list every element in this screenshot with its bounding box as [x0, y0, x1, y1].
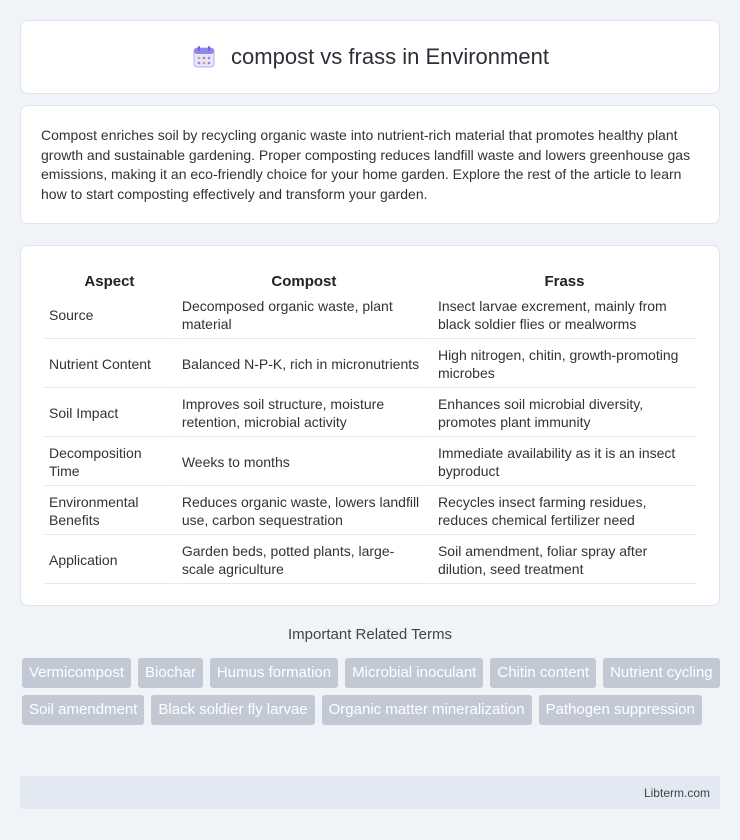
- tag-chitin-content[interactable]: Chitin content: [490, 658, 596, 688]
- compost-cell: Weeks to months: [177, 439, 431, 486]
- tag-vermicompost[interactable]: Vermicompost: [22, 658, 131, 688]
- compost-cell: Decomposed organic waste, plant material: [177, 292, 431, 339]
- related-terms-list: [22, 658, 722, 725]
- header-card: [20, 20, 720, 94]
- frass-cell: Enhances soil microbial diversity, promotes plant immunity: [433, 390, 696, 437]
- table-row: [44, 341, 696, 388]
- compost-cell: Balanced N-P-K, rich in micronutrients: [177, 341, 431, 388]
- calendar-icon: [191, 44, 217, 70]
- aspect-cell: Source: [44, 292, 175, 339]
- tag-organic-matter-mineralization[interactable]: Organic matter mineralization: [322, 695, 532, 725]
- tag-microbial-inoculant[interactable]: Microbial inoculant: [345, 658, 483, 688]
- frass-cell: High nitrogen, chitin, growth-promoting microbes: [433, 341, 696, 388]
- aspect-cell: Nutrient Content: [44, 341, 175, 388]
- compost-cell: Reduces organic waste, lowers landfill use, carbon sequestration: [177, 488, 431, 535]
- tag-biochar[interactable]: Biochar: [138, 658, 203, 688]
- table-row: [44, 390, 696, 437]
- footer: [20, 776, 720, 809]
- header-compost: Compost: [271, 273, 337, 290]
- frass-cell: Immediate availability as it is an insect byproduct: [433, 439, 696, 486]
- tag-pathogen-suppression[interactable]: Pathogen suppression: [539, 695, 702, 725]
- table-row: [44, 292, 696, 339]
- aspect-cell: Decomposition Time: [44, 439, 175, 486]
- intro-card: [20, 105, 720, 224]
- frass-cell: Recycles insect farming residues, reduces chemical fertilizer need: [433, 488, 696, 535]
- table-row: [44, 488, 696, 535]
- page-title: compost vs frass in Environment: [231, 44, 549, 69]
- frass-cell: Insect larvae excrement, mainly from black soldier flies or mealworms: [433, 292, 696, 339]
- tag-soil-amendment[interactable]: Soil amendment: [22, 695, 144, 725]
- table-header-row: [44, 268, 696, 290]
- comparison-table: [42, 266, 698, 586]
- aspect-cell: Environmental Benefits: [44, 488, 175, 535]
- table-row: [44, 537, 696, 584]
- footer-site-link[interactable]: Libterm.com: [643, 785, 710, 800]
- frass-cell: Soil amendment, foliar spray after dilution, seed treatment: [433, 537, 696, 584]
- header-inner: [191, 44, 549, 70]
- tag-black-soldier-fly-larvae[interactable]: Black soldier fly larvae: [151, 695, 314, 725]
- tag-humus-formation[interactable]: Humus formation: [210, 658, 338, 688]
- compost-cell: Improves soil structure, moisture retention, microbial activity: [177, 390, 431, 437]
- aspect-cell: Application: [44, 537, 175, 584]
- aspect-cell: Soil Impact: [44, 390, 175, 437]
- header-frass: Frass: [544, 273, 585, 290]
- intro-text: Compost enriches soil by recycling organic waste into nutrient-rich material that promotes healthy plant growth and sustainable gardening. Proper composting reduces landfill waste and lowers greenhouse gas emissions, making it an eco-friendly choice for your home garden. Explore the rest of the article to learn how to start composting effectively and transform your garden.: [41, 127, 691, 202]
- tag-nutrient-cycling[interactable]: Nutrient cycling: [603, 658, 720, 688]
- table-row: [44, 439, 696, 486]
- comparison-table-card: [20, 245, 720, 606]
- compost-cell: Garden beds, potted plants, large-scale agriculture: [177, 537, 431, 584]
- header-aspect: Aspect: [84, 273, 135, 290]
- related-terms-title: Important Related Terms: [288, 626, 452, 643]
